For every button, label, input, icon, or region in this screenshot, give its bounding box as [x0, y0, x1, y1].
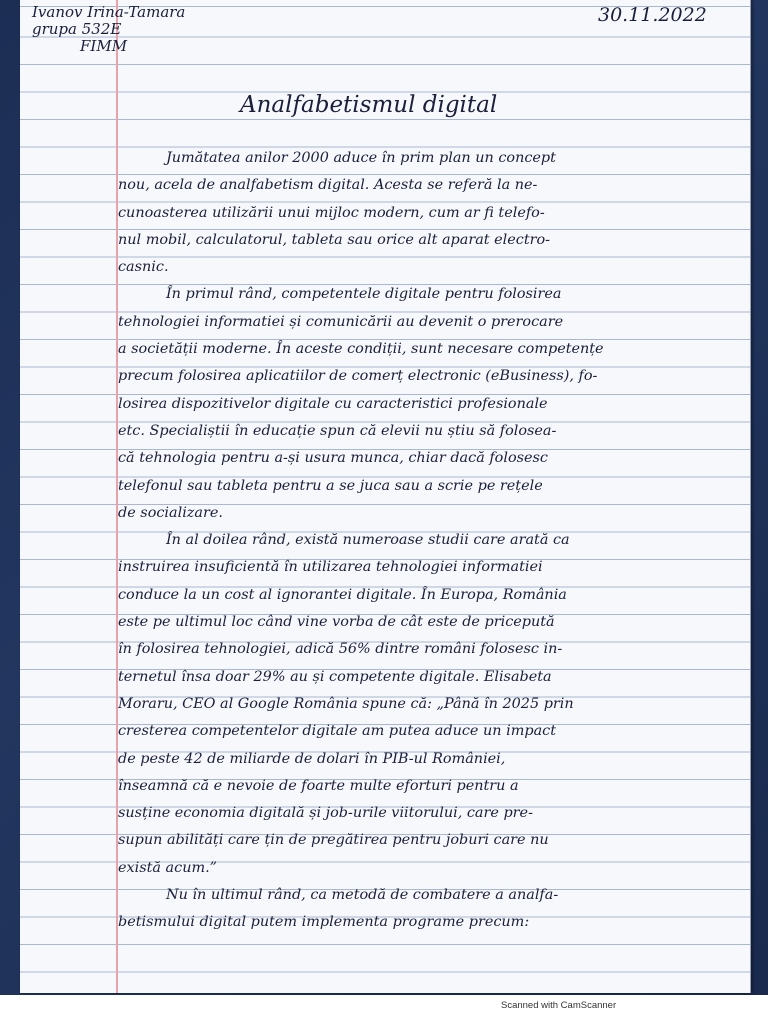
text-line: instruirea insuficientă în utilizarea tehnologiei informatiei [118, 559, 543, 576]
text-line: de peste 42 de miliarde de dolari în PIB-ul României, [118, 750, 506, 767]
text-line: betismului digital putem implementa programe precum: [118, 914, 530, 931]
text-line: susține economia digitală și job-urile viitorului, care pre- [118, 805, 533, 822]
text-line: Moraru, CEO al Google România spune că: „Până în 2025 prin [118, 695, 574, 712]
document-date: 30.11.2022 [598, 4, 707, 26]
text-line: de socializare. [118, 504, 223, 521]
author-faculty: FIMM [80, 37, 128, 55]
text-line: etc. Specialiștii în educație spun că elevii nu știu să folosea- [118, 422, 557, 439]
scanner-footer [0, 995, 768, 1024]
text-line: losirea dispozitivelor digitale cu caracteristici profesionale [118, 395, 548, 412]
text-line: Jumătatea anilor 2000 aduce în prim plan un concept [166, 150, 556, 166]
text-line: cresterea competentelor digitale am putea aduce un impact [118, 723, 556, 740]
text-line: nul mobil, calculatorul, tableta sau orice alt aparat electro- [118, 231, 551, 248]
text-line: a societății moderne. În aceste condiții, sunt necesare competențe [118, 341, 604, 358]
text-line: cunoasterea utilizării unui mijloc modern, cum ar fi telefo- [118, 204, 545, 221]
author-group: grupa 532E [32, 20, 122, 38]
text-line: nou, acela de analfabetism digital. Acesta se referă la ne- [118, 177, 538, 194]
text-line: În primul rând, competentele digitale pentru folosirea [166, 286, 562, 303]
author-name: Ivanov Irina-Tamara [32, 3, 186, 21]
text-line: tehnologiei informatiei și comunicării au devenit o prerocare [118, 313, 564, 330]
text-line: conduce la un cost al ignorantei digitale. În Europa, România [118, 586, 567, 603]
essay-body [118, 145, 740, 937]
author-block [32, 4, 185, 55]
text-line: în folosirea tehnologiei, adică 56% dintre români folosesc in- [118, 641, 563, 658]
text-line: este pe ultimul loc când vine vorba de cât este de pricepută [118, 614, 555, 631]
text-line: înseamnă că e nevoie de foarte multe eforturi pentru a [118, 777, 519, 794]
text-line: casnic. [118, 259, 169, 276]
text-line: ternetul însa doar 29% au și competente digitale. Elisabeta [118, 668, 552, 685]
text-line: că tehnologia pentru a-și usura munca, chiar dacă folosesc [118, 450, 548, 467]
text-line: Nu în ultimul rând, ca metodă de combatere a analfa- [166, 887, 559, 904]
text-line: există acum.” [118, 859, 218, 876]
essay-title: Analfabetismul digital [240, 92, 498, 118]
text-line: telefonul sau tableta pentru a se juca sau a scrie pe rețele [118, 477, 543, 494]
text-line: În al doilea rând, există numeroase studii care arată ca [166, 532, 570, 549]
text-line: precum folosirea aplicatiilor de comerț electronic (eBusiness), fo- [118, 368, 598, 385]
scanner-watermark: Scanned with CamScanner [501, 1000, 617, 1011]
text-line: supun abilități care țin de pregătirea pentru joburi care nu [118, 832, 549, 849]
